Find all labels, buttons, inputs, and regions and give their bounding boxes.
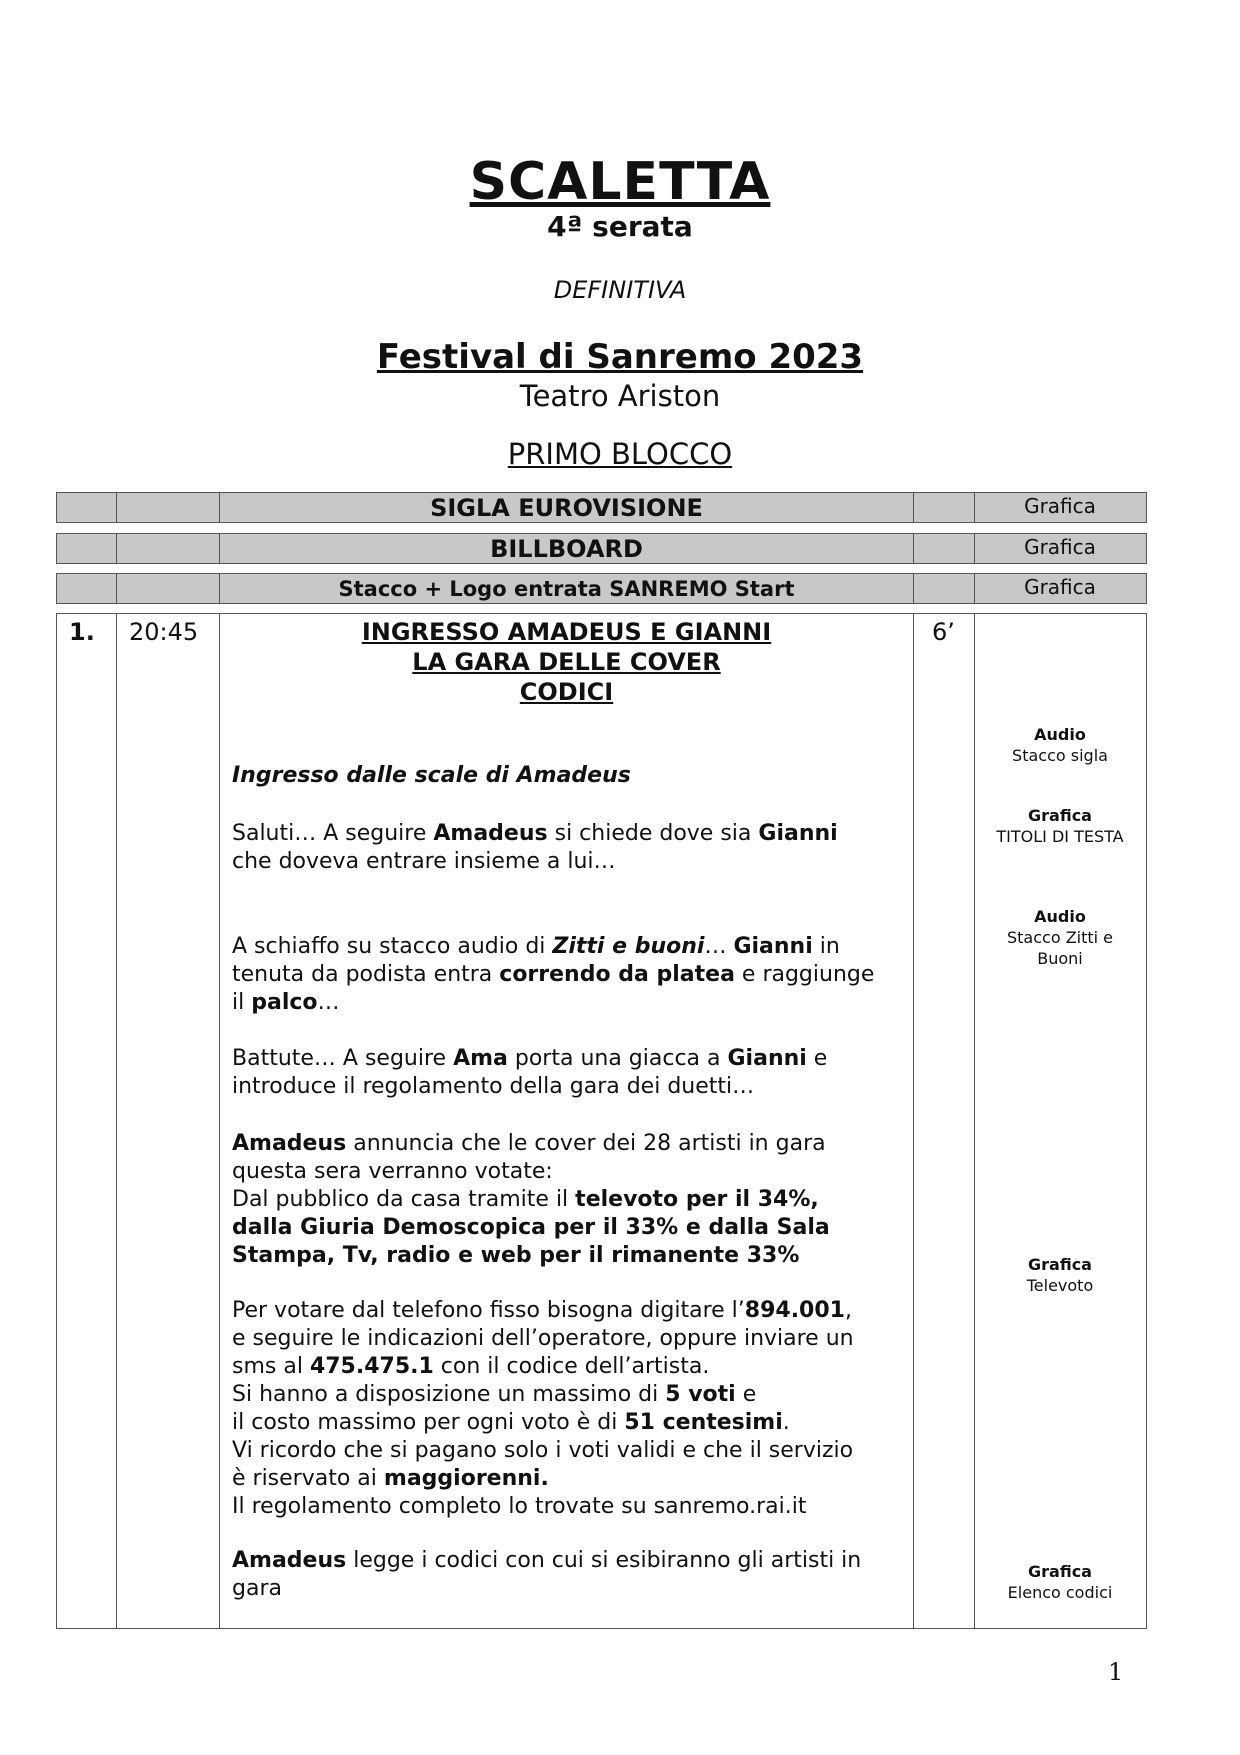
status-label: DEFINITIVA xyxy=(553,276,687,304)
block-title: PRIMO BLOCCO xyxy=(507,437,733,471)
band-row xyxy=(56,533,1147,564)
segment-title: INGRESSO AMADEUS E GIANNI xyxy=(361,618,772,646)
evening-label: 4ª serata xyxy=(547,210,693,243)
band-note: Grafica xyxy=(1024,535,1096,559)
cue-note: Audio Stacco sigla xyxy=(1012,725,1108,765)
cue-note: Grafica TITOLI DI TESTA xyxy=(996,806,1124,846)
cue-note: Grafica Televoto xyxy=(1026,1255,1094,1295)
band-title: BILLBOARD xyxy=(220,534,914,563)
band-title: Stacco + Logo entrata SANREMO Start xyxy=(220,574,914,603)
segment-notes xyxy=(975,614,1145,1628)
band-row xyxy=(56,492,1147,523)
segment-titles xyxy=(220,617,913,707)
band-row xyxy=(56,573,1147,604)
segment-title: CODICI xyxy=(519,678,614,706)
segment-duration: 6’ xyxy=(932,618,955,646)
cue-note: Grafica Elenco codici xyxy=(1007,1562,1113,1602)
paragraph-voting-instructions: Per votare dal telefono fisso bisogna digitare l’894.001, e seguire le indicazioni dell’operatore, oppure inviare un sms al 475.475.1 con il codice dell’artista. Si hanno a disposizione un massimo di 5 voti e il costo massimo per ogni voto è di 51 centesimi. Vi ricordo che si pagano solo i voti validi e che il servizio è riservato ai maggiorenni. Il regolamento completo lo trovate su sanremo.rai.it xyxy=(232,1298,854,1519)
segment-row xyxy=(56,613,1147,1629)
paragraph-codes: Amadeus legge i codici con cui si esibiranno gli artisti in gara xyxy=(232,1548,862,1601)
festival-title: Festival di Sanremo 2023 xyxy=(376,337,864,377)
cue-note: Audio Stacco Zitti e Buoni xyxy=(1006,907,1114,968)
paragraph-greetings: Saluti… A seguire Amadeus si chiede dove sia Gianni che doveva entrare insieme a lui… xyxy=(232,821,838,874)
paragraph-voting-rules: Amadeus annuncia che le cover dei 28 artisti in gara questa sera verranno votate: Dal pubblico da casa tramite il televoto per il 34%, dalla Giuria Demoscopica per il 33% e dalla Sala Stampa, Tv, radio e web per il rimanente 33% xyxy=(232,1131,830,1268)
paragraph-gianni-entrance: A schiaffo su stacco audio di Zitti e buoni… Gianni in tenuta da podista entra correndo da platea e raggiunge il palco… xyxy=(232,934,875,1015)
paragraph-entrance: Ingresso dalle scale di Amadeus xyxy=(232,763,631,788)
paragraph-banter: Battute… A seguire Ama porta una giacca a Gianni e introduce il regolamento della gara dei duetti… xyxy=(232,1046,828,1099)
band-note: Grafica xyxy=(1024,575,1096,599)
page-number: 1 xyxy=(1108,1658,1124,1686)
segment-title: LA GARA DELLE COVER xyxy=(412,648,721,676)
band-note: Grafica xyxy=(1024,494,1096,518)
venue-label: Teatro Ariston xyxy=(519,379,721,413)
band-title: SIGLA EUROVISIONE xyxy=(220,493,914,522)
segment-time: 20:45 xyxy=(129,618,199,646)
segment-number: 1. xyxy=(69,618,95,646)
document-title: SCALETTA xyxy=(469,152,771,212)
segment-content xyxy=(220,614,914,1628)
